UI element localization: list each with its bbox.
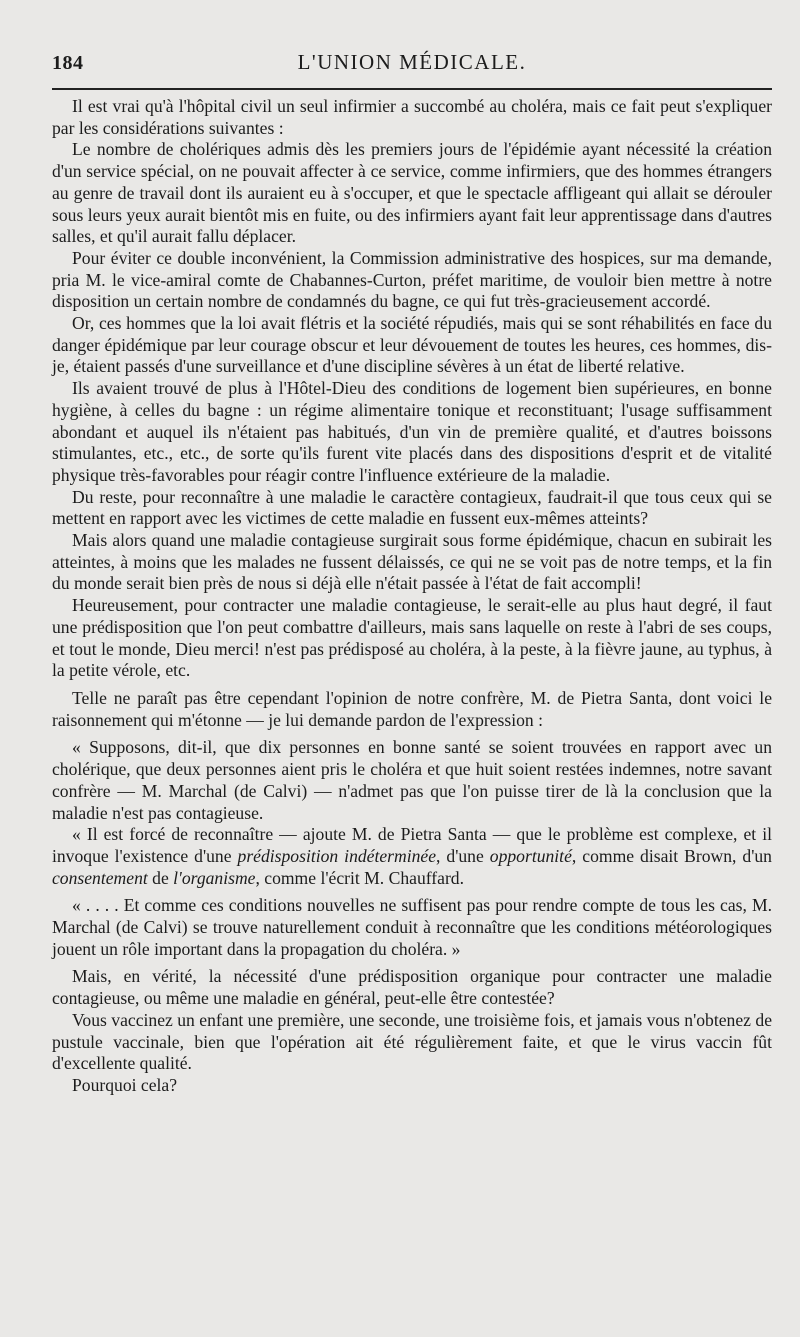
paragraph: Ils avaient trouvé de plus à l'Hôtel-Dieu des conditions de logement bien supérieures, en bonne hygiène, à celles du bagne : un régime alimentaire tonique et reconstituant; l'usage suffisamment abondant et auquel ils n'étaient pas habitués, d'un vin de première qualité, et d'autres boissons stimulantes, etc., etc., de sorte qu'ils furent vite placés dans des dispositions d'esprit et de vitalité physique très-favorables pour réagir contre l'influence extérieure de la maladie. bbox=[52, 378, 772, 485]
paragraph: Le nombre de cholériques admis dès les premiers jours de l'épidémie ayant nécessité la création d'un service spécial, on ne pouvait affecter à ce service, comme infirmiers, que des hommes étrangers au genre de travail dont ils auraient eu à s'occuper, et que le spectacle affligeant qui allait se dérouler sous leurs yeux aurait bientôt mis en fuite, ou des infirmiers ayant fait leur apprentissage dans d'autres salles, et qu'il aurait fallu déplacer. bbox=[52, 139, 772, 247]
paragraph: Pourquoi cela? bbox=[72, 1074, 178, 1095]
page-header bbox=[52, 44, 772, 78]
page-number: 184 bbox=[52, 52, 84, 74]
paragraph: Du reste, pour reconnaître à une maladie le caractère contagieux, faudrait-il que tous ceux qui se mettent en rapport avec les victimes de cette maladie en fussent eux-mêmes atteints? bbox=[52, 486, 772, 529]
header-rule bbox=[52, 88, 772, 90]
paragraph: Vous vaccinez un enfant une première, une seconde, une troisième fois, et jamais vous n'obtenez de pustule vaccinale, bien que l'opération ait été régulièrement faite, et que le virus vaccin fût d'excellente qualité. bbox=[52, 1009, 772, 1074]
paragraph: Or, ces hommes que la loi avait flétris et la société répudiés, mais qui se sont réhabilités en face du danger épidémique par leur courage obscur et leur dévouement de toutes les heures, ces hommes, dis-je, étaient passés d'une surveillance et d'une discipline sévères à un état de liberté relative. bbox=[52, 313, 772, 377]
paragraph: Mais alors quand une maladie contagieuse surgirait sous forme épidémique, chacun en subirait les atteintes, à moins que les malades ne fussent délaissés, ce qui ne se voit pas de notre temps, et la fin du monde serait bien près de nous si déjà elle n'était passée à l'état de fait accompli! bbox=[52, 530, 772, 594]
quote-paragraph: « Supposons, dit-il, que dix personnes en bonne santé se soient trouvées en rapport avec un cholérique, que deux personnes aient pris le choléra et que huit soient restées indemnes, notre savant confrère — M. Marchal (de Calvi) — n'admet pas que l'on puisse tirer de là la conclusion que la maladie n'est pas contagieuse. bbox=[52, 737, 772, 823]
paragraph: Il est vrai qu'à l'hôpital civil un seul infirmier a succombé au choléra, mais ce fait peut s'expliquer par les considérations suivantes : bbox=[52, 96, 772, 138]
running-title: L'UNION MÉDICALE. bbox=[297, 50, 527, 74]
quote-paragraph: « . . . . Et comme ces conditions nouvelles ne suffisent pas pour rendre compte de tous les cas, M. Marchal (de Calvi) se trouve naturellement conduit à reconnaître que les conditions météorologiques jouent un rôle important dans la propagation du choléra. » bbox=[52, 895, 772, 959]
paragraph: Heureusement, pour contracter une maladie contagieuse, le serait-elle au plus haut degré, il faut une prédisposition que l'on peut combattre d'ailleurs, mais sans laquelle on reste à l'abri de ses coups, et tout le monde, Dieu merci! n'est pas prédisposé au choléra, à la peste, à la fièvre jaune, au typhus, à la petite vérole, etc. bbox=[52, 595, 772, 681]
paragraph: Pour éviter ce double inconvénient, la Commission administrative des hospices, sur ma demande, pria M. le vice-amiral comte de Chabannes-Curton, préfet maritime, de vouloir bien mettre à notre disposition un certain nombre de condamnés du bagne, ce qui fut très-gracieusement accordé. bbox=[52, 247, 772, 312]
quote-paragraph: « Il est forcé de reconnaître — ajoute M. de Pietra Santa — que le problème est complexe, et il invoque l'existence d'une prédisposition indéterminée, d'une opportunité, comme disait Brown, d'un consentement de l'organisme, comme l'écrit M. Chauffard. bbox=[52, 824, 772, 888]
paragraph: Mais, en vérité, la nécessité d'une prédisposition organique pour contracter une maladie contagieuse, ou même une maladie en général, peut-elle être contestée? bbox=[52, 966, 772, 1009]
article-body bbox=[52, 96, 772, 1097]
paragraph: Telle ne paraît pas être cependant l'opinion de notre confrère, M. de Pietra Santa, dont voici le raisonnement qui m'étonne — je lui demande pardon de l'expression : bbox=[52, 687, 772, 730]
